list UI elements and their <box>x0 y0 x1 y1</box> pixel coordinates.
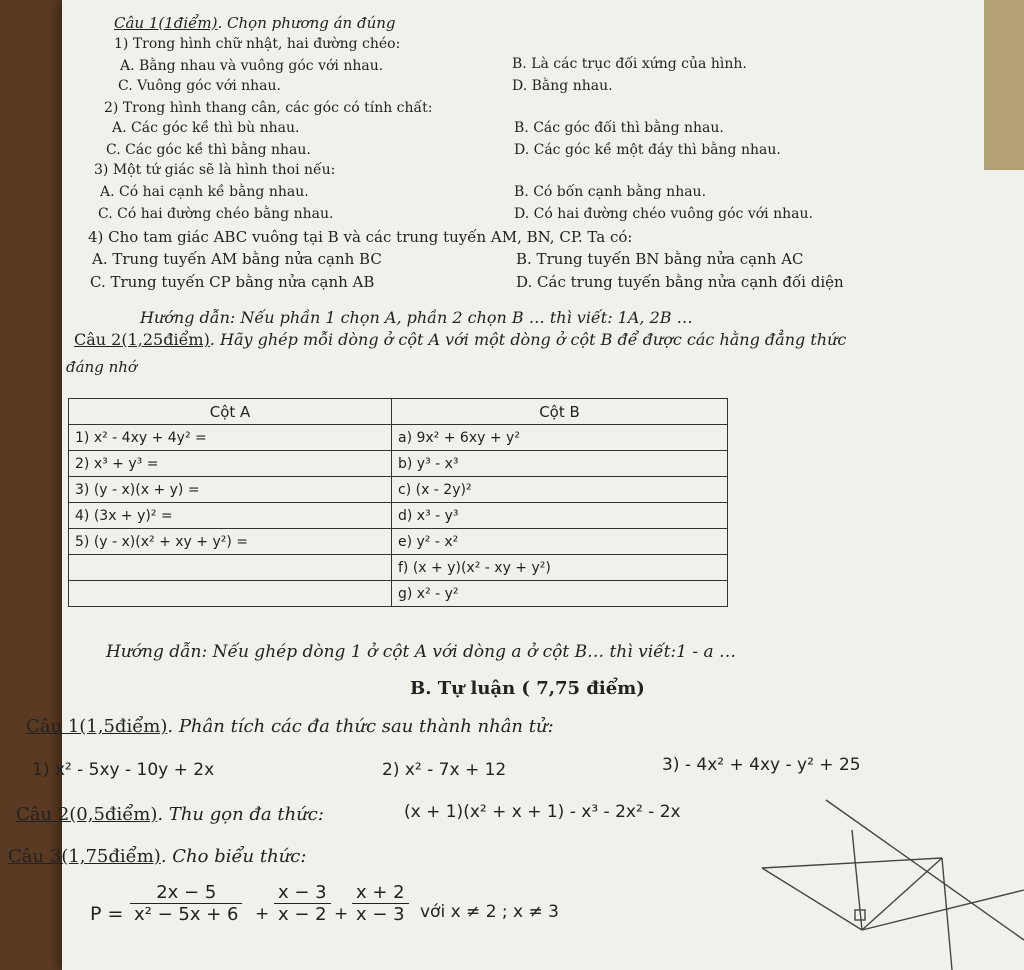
essay-q2-expression: (x + 1)(x² + x + 1) - x³ - 2x² - 2x <box>404 802 681 822</box>
essay-q3-title: Câu 3(1,75điểm) <box>8 846 161 867</box>
column-b-cell: b) y³ - x³ <box>392 451 728 477</box>
sketch-line <box>862 890 1024 930</box>
q1-heading <box>114 14 396 32</box>
item3-option-c: C. Có hai đường chéo bằng nhau. <box>98 206 334 222</box>
column-a-cell: 2) x³ + y³ = <box>69 451 392 477</box>
column-a-cell <box>69 555 392 581</box>
condition: với x ≠ 2 ; x ≠ 3 <box>420 902 559 922</box>
header-column-a: Cột A <box>69 399 392 425</box>
geometry-sketch <box>742 790 1024 970</box>
item1-option-b: B. Là các trục đối xứng của hình. <box>512 56 747 72</box>
item3-option-d: D. Có hai đường chéo vuông góc với nhau. <box>514 206 813 222</box>
table-row <box>69 555 728 581</box>
q2-instruction-cont: đáng nhớ <box>66 358 137 376</box>
item4-option-c: C. Trung tuyến CP bằng nửa cạnh AB <box>90 273 375 291</box>
item3-option-b: B. Có bốn cạnh bằng nhau. <box>514 184 707 200</box>
sketch-line <box>862 858 942 930</box>
essay-q1-item1: 1) x² - 5xy - 10y + 2x <box>32 760 215 780</box>
item4-option-a: A. Trung tuyến AM bằng nửa cạnh BC <box>92 250 382 268</box>
column-a-cell: 3) (y - x)(x + y) = <box>69 477 392 503</box>
item1-option-a: A. Bằng nhau và vuông góc với nhau. <box>120 58 384 74</box>
plus-sign-2: + <box>334 904 349 924</box>
column-b-cell: a) 9x² + 6xy + y² <box>392 425 728 451</box>
table-row <box>69 529 728 555</box>
essay-q1-title: Câu 1(1,5điểm) <box>26 716 168 737</box>
exam-paper <box>8 0 1024 970</box>
fraction-2-denominator: x − 2 <box>278 904 327 925</box>
column-b-cell: f) (x + y)(x² - xy + y²) <box>392 555 728 581</box>
q1-instruction: . Chọn phương án đúng <box>217 14 396 32</box>
q2-heading <box>74 330 846 349</box>
item2-option-d: D. Các góc kề một đáy thì bằng nhau. <box>514 142 781 158</box>
essay-q1-item2: 2) x² - 7x + 12 <box>382 760 507 780</box>
table-row <box>69 477 728 503</box>
header-column-b: Cột B <box>392 399 728 425</box>
item4-option-d: D. Các trung tuyến bằng nửa cạnh đối diện <box>516 273 844 291</box>
table-header-row <box>69 399 728 425</box>
column-b-cell: c) (x - 2y)² <box>392 477 728 503</box>
essay-q1-instruction: . Phân tích các đa thức sau thành nhân tử: <box>167 716 554 737</box>
fraction-2-numerator: x − 3 <box>274 882 331 904</box>
table-row <box>69 425 728 451</box>
q1-title: Câu 1(1điểm) <box>114 14 218 32</box>
fraction-3-denominator: x − 3 <box>356 904 405 925</box>
matching-table <box>68 398 728 607</box>
item2-option-b: B. Các góc đối thì bằng nhau. <box>514 120 724 136</box>
column-b-cell: e) y² - x² <box>392 529 728 555</box>
part-b-heading: B. Tự luận ( 7,75 điểm) <box>410 678 645 699</box>
fraction-1 <box>130 882 242 925</box>
guide-part1: Hướng dẫn: Nếu phần 1 chọn A, phần 2 chọn B … thì viết: 1A, 2B … <box>140 308 693 327</box>
item1-option-c: C. Vuông góc với nhau. <box>118 78 281 94</box>
essay-q3-heading <box>8 846 306 867</box>
p-label: P = <box>90 903 124 925</box>
background-wood <box>984 0 1024 170</box>
fraction-1-numerator: 2x − 5 <box>130 882 242 904</box>
column-a-cell <box>69 581 392 607</box>
column-a-cell: 4) (3x + y)² = <box>69 503 392 529</box>
q2-title: Câu 2(1,25điểm) <box>74 330 210 349</box>
essay-q2-instruction: . Thu gọn đa thức: <box>157 804 324 825</box>
essay-q1-heading <box>26 716 554 737</box>
item1-option-d: D. Bằng nhau. <box>512 78 613 94</box>
sketch-line <box>852 830 862 930</box>
item1-stem: 1) Trong hình chữ nhật, hai đường chéo: <box>114 36 401 52</box>
item3-stem: 3) Một tứ giác sẽ là hình thoi nếu: <box>94 162 336 178</box>
fraction-3 <box>352 882 409 925</box>
item2-stem: 2) Trong hình thang cân, các góc có tính chất: <box>104 100 433 116</box>
column-a-cell: 1) x² - 4xy + 4y² = <box>69 425 392 451</box>
item3-option-a: A. Có hai cạnh kề bằng nhau. <box>100 184 309 200</box>
essay-q2-title: Câu 2(0,5điểm) <box>16 804 158 825</box>
essay-q2-heading <box>16 804 324 825</box>
essay-q1-item3: 3) - 4x² + 4xy - y² + 25 <box>662 755 861 775</box>
guide-part2: Hướng dẫn: Nếu ghép dòng 1 ở cột A với dòng a ở cột B… thì viết:1 - a … <box>106 642 737 662</box>
item2-option-a: A. Các góc kề thì bù nhau. <box>112 120 300 136</box>
table-row <box>69 503 728 529</box>
fraction-2 <box>274 882 331 925</box>
sketch-line <box>942 858 952 970</box>
fraction-1-denominator: x² − 5x + 6 <box>134 904 239 925</box>
q2-instruction: . Hãy ghép mỗi dòng ở cột A với một dòng ở cột B để được các hằng đẳng thức <box>209 330 847 349</box>
essay-q3-instruction: . Cho biểu thức: <box>160 846 307 867</box>
sketch-line <box>762 868 862 930</box>
column-b-cell: g) x² - y² <box>392 581 728 607</box>
column-a-cell: 5) (y - x)(x² + xy + y²) = <box>69 529 392 555</box>
table-row <box>69 581 728 607</box>
item4-stem: 4) Cho tam giác ABC vuông tại B và các trung tuyến AM, BN, CP. Ta có: <box>88 228 633 246</box>
table-row <box>69 451 728 477</box>
item2-option-c: C. Các góc kề thì bằng nhau. <box>106 142 311 158</box>
column-b-cell: d) x³ - y³ <box>392 503 728 529</box>
item4-option-b: B. Trung tuyến BN bằng nửa cạnh AC <box>516 250 804 268</box>
plus-sign-1: + <box>255 904 270 924</box>
fraction-3-numerator: x + 2 <box>352 882 409 904</box>
